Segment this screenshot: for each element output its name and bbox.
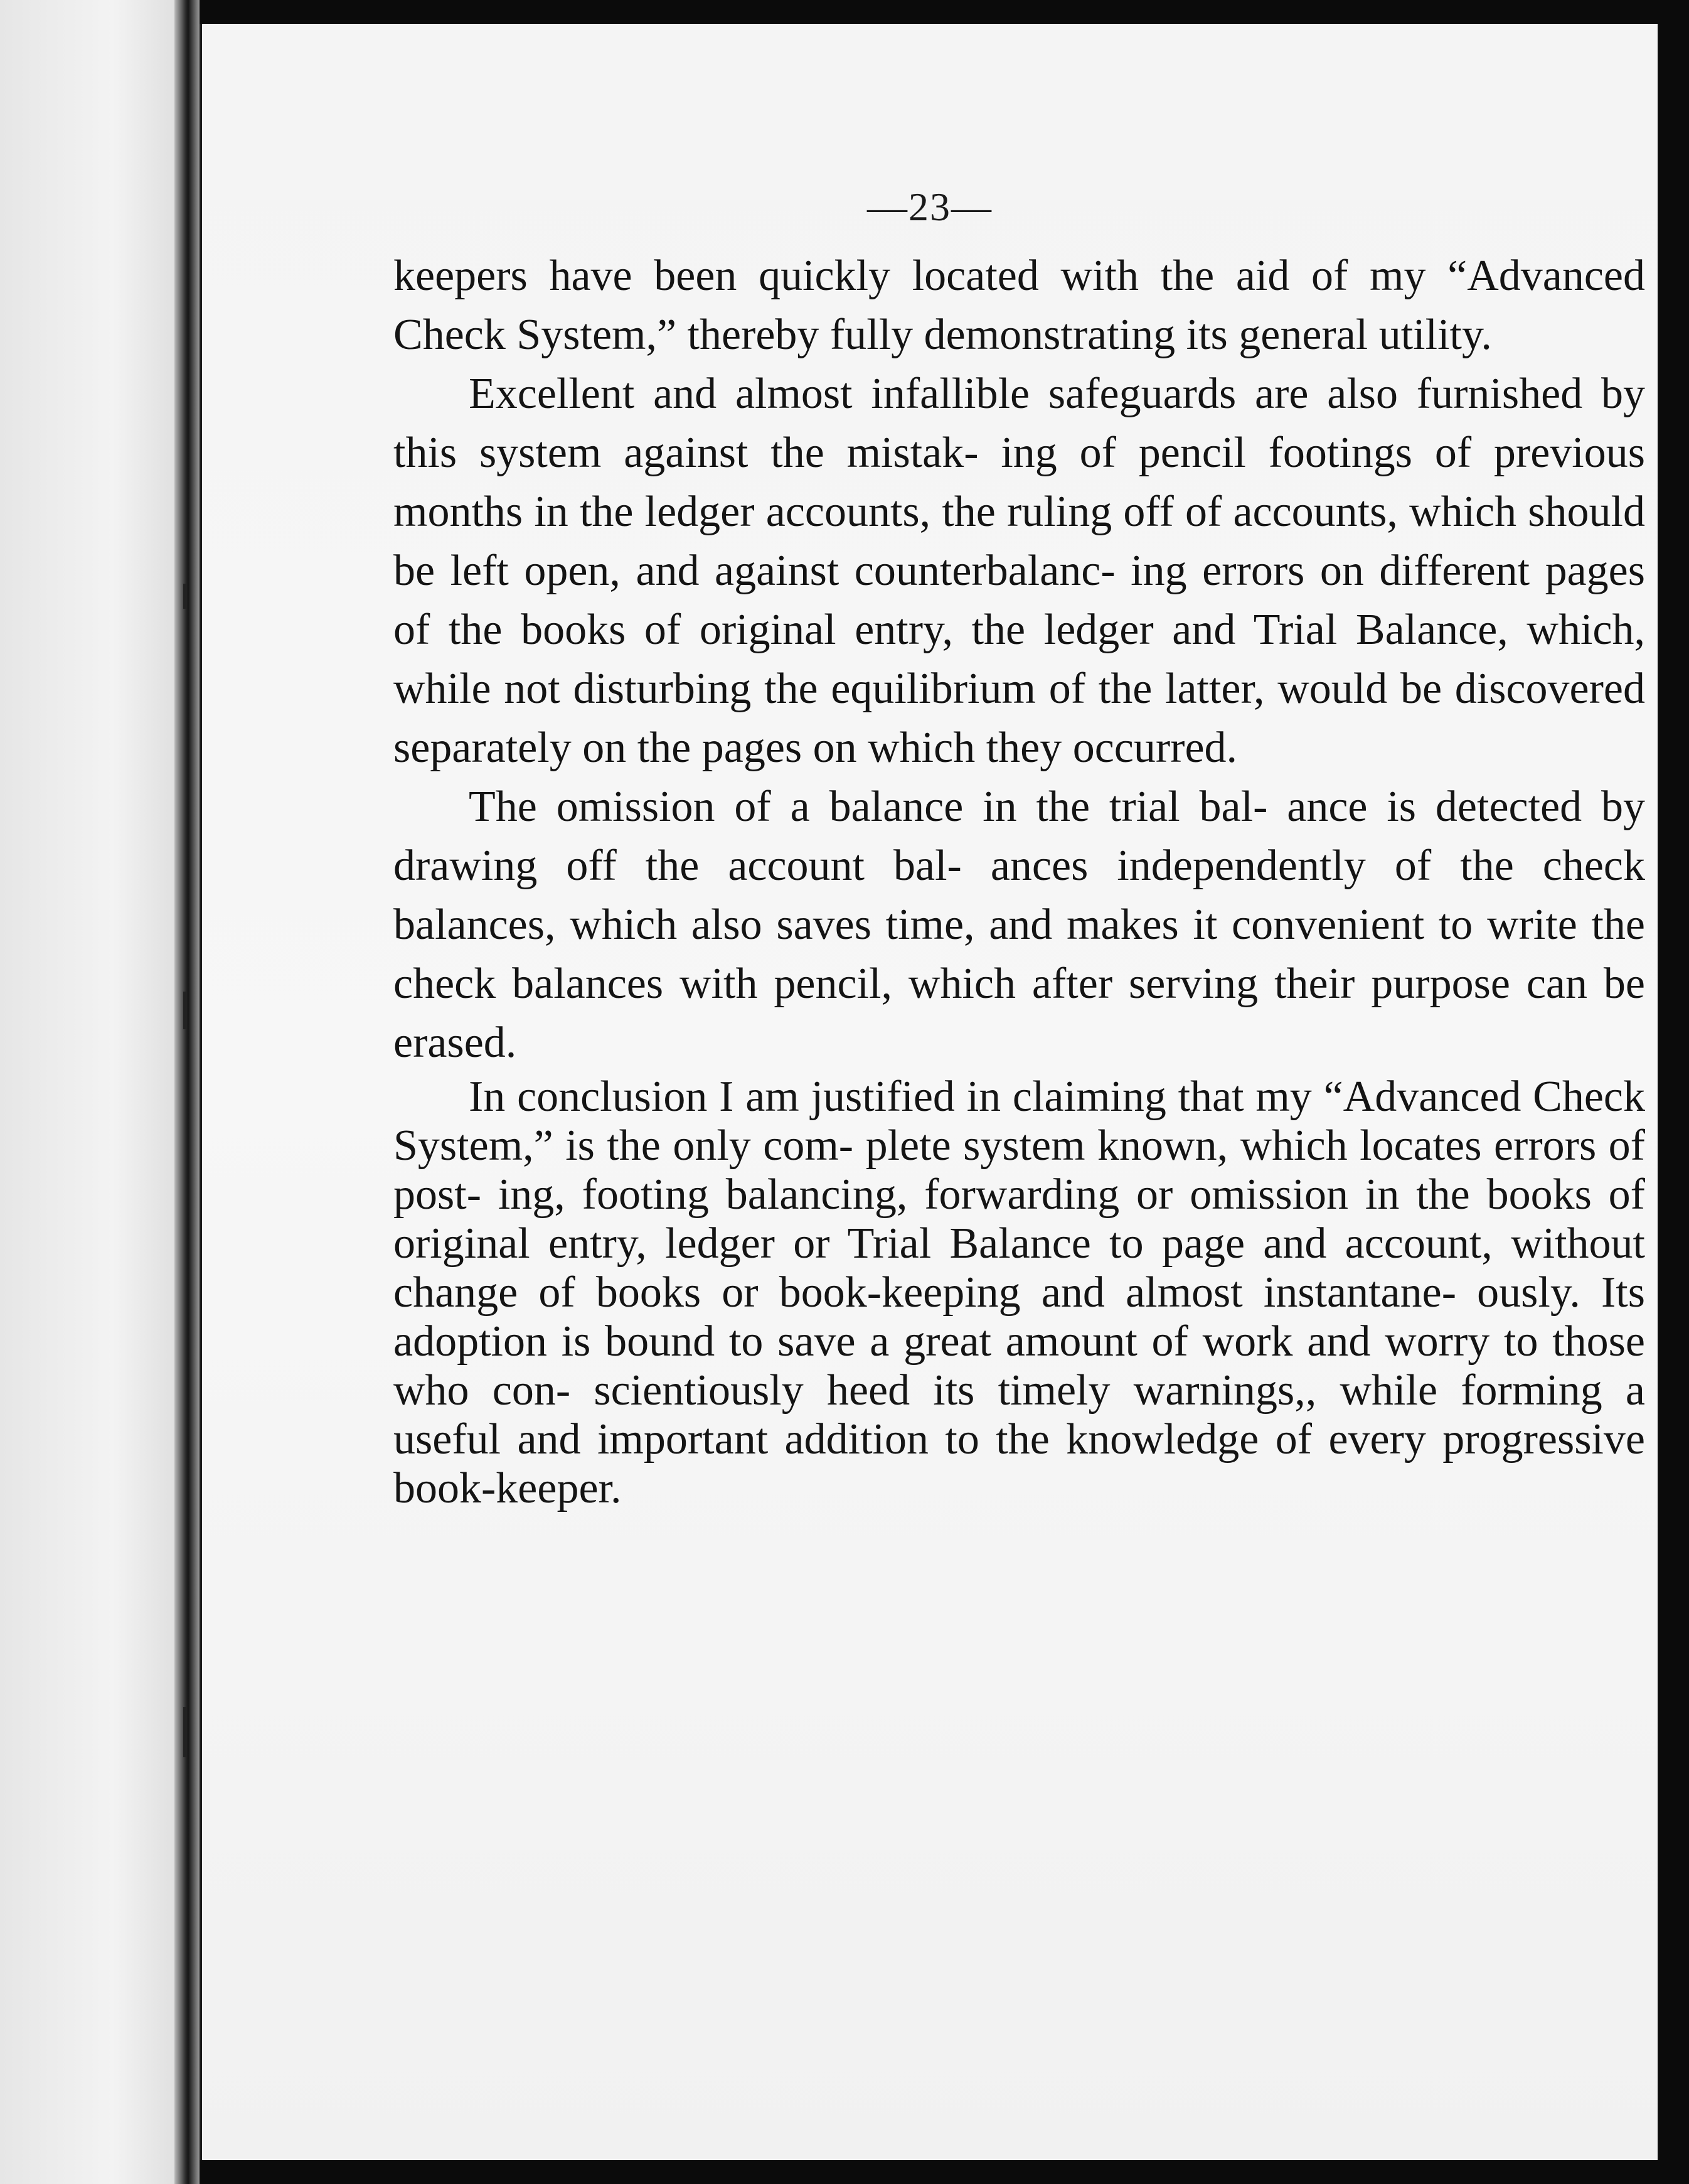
binding-mark	[183, 992, 187, 1029]
page-number: —23—	[867, 185, 993, 229]
binding-mark	[183, 584, 187, 609]
paragraph-1: keepers have been quickly located with the aid of my “Advanced Check System,” thereby fully demonstrating its general utility.	[393, 252, 1645, 359]
book-page	[200, 24, 1658, 2160]
paragraph-4: In conclusion I am justified in claiming that my “Advanced Check System,” is the only com- plete system known, which locates errors of post- ing, footing balancing, forwarding or omission in the books of original entry, ledger or Trial Balance to page and account, without change of books or book-keeping and almost instantane- ously. Its adoption is bound to save a great amount of work and worry to those who con- scientiously heed its timely warnings,, while forming a useful and important addition to the knowledge of every progressive book-keeper.	[393, 1073, 1645, 1512]
body-text	[393, 247, 1645, 1513]
binding-mark	[183, 1707, 187, 1757]
book-gutter	[174, 0, 200, 2184]
paragraph-2: Excellent and almost infallible safeguards are also furnished by this system against the mistak- ing of pencil footings of previous months in the ledger accounts, the ruling off of accounts, which should be left open, and against counterbalanc- ing errors on different pages of the books of original entry, the ledger and Trial Balance, which, while not disturbing the equilibrium of the latter, would be discovered separately on the pages on which they occurred.	[393, 370, 1645, 772]
facing-page	[0, 0, 188, 2184]
paragraph-3: The omission of a balance in the trial bal- ance is detected by drawing off the account bal- ances independently of the check balances, which also saves time, and makes it convenient to write the check balances with pencil, which after serving their purpose can be erased.	[393, 783, 1645, 1067]
